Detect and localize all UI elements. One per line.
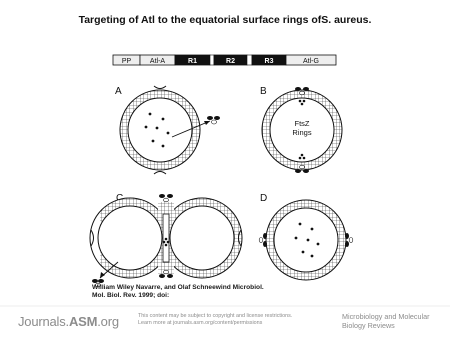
logo-asm: ASM xyxy=(68,314,98,329)
citation-authors: William Wiley Navarre, and Olaf Schneewind Microbiol. xyxy=(92,284,264,291)
segment-label-r3: R3 xyxy=(264,58,274,65)
segment-label-atl-g: Atl-G xyxy=(303,58,319,65)
panel-c xyxy=(90,185,280,295)
panel-a xyxy=(115,86,220,174)
septum-notch-bottom-a xyxy=(154,172,166,175)
notice-line-1: This content may be subject to copyright and license restrictions. xyxy=(138,313,293,319)
protein-domain-bar xyxy=(113,55,336,65)
segment-divider-1 xyxy=(210,55,214,65)
copyright-notice xyxy=(138,313,292,327)
panel-letter-d: D xyxy=(260,193,268,204)
panel-letter-b: B xyxy=(260,86,267,97)
segment-label-pp: PP xyxy=(121,58,132,65)
logo-prefix: Journals. xyxy=(18,314,69,329)
segment-divider-2 xyxy=(247,55,252,65)
ftsz-label-line1: FtsZ xyxy=(294,119,310,128)
segment-label-r2: R2 xyxy=(226,58,235,65)
journal-line-1: Microbiology and Molecular xyxy=(342,312,430,321)
panel-b xyxy=(260,86,342,173)
septum-notch-left-c xyxy=(91,230,94,246)
septum-notch-top-a xyxy=(154,86,166,89)
logo-suffix: .org xyxy=(97,314,119,329)
slide-title: Targeting of Atl to the equatorial surface rings ofS. aureus. xyxy=(78,14,372,26)
ftsz-label-line2: Rings xyxy=(292,128,312,137)
citation-reference: Mol. Biol. Rev. 1999; doi: xyxy=(92,292,170,300)
journals-asm-logo[interactable] xyxy=(18,314,119,329)
citation xyxy=(92,284,264,301)
segment-label-atl-a: Atl-A xyxy=(149,58,166,65)
notice-line-2[interactable]: Learn more at journals.asm.org/content/permissions xyxy=(138,320,263,326)
segment-label-r1: R1 xyxy=(188,58,197,65)
panel-letter-a: A xyxy=(115,86,122,97)
atl-protein-a xyxy=(207,116,220,124)
journal-line-2: Biology Reviews xyxy=(342,321,395,330)
journal-name xyxy=(342,312,430,330)
